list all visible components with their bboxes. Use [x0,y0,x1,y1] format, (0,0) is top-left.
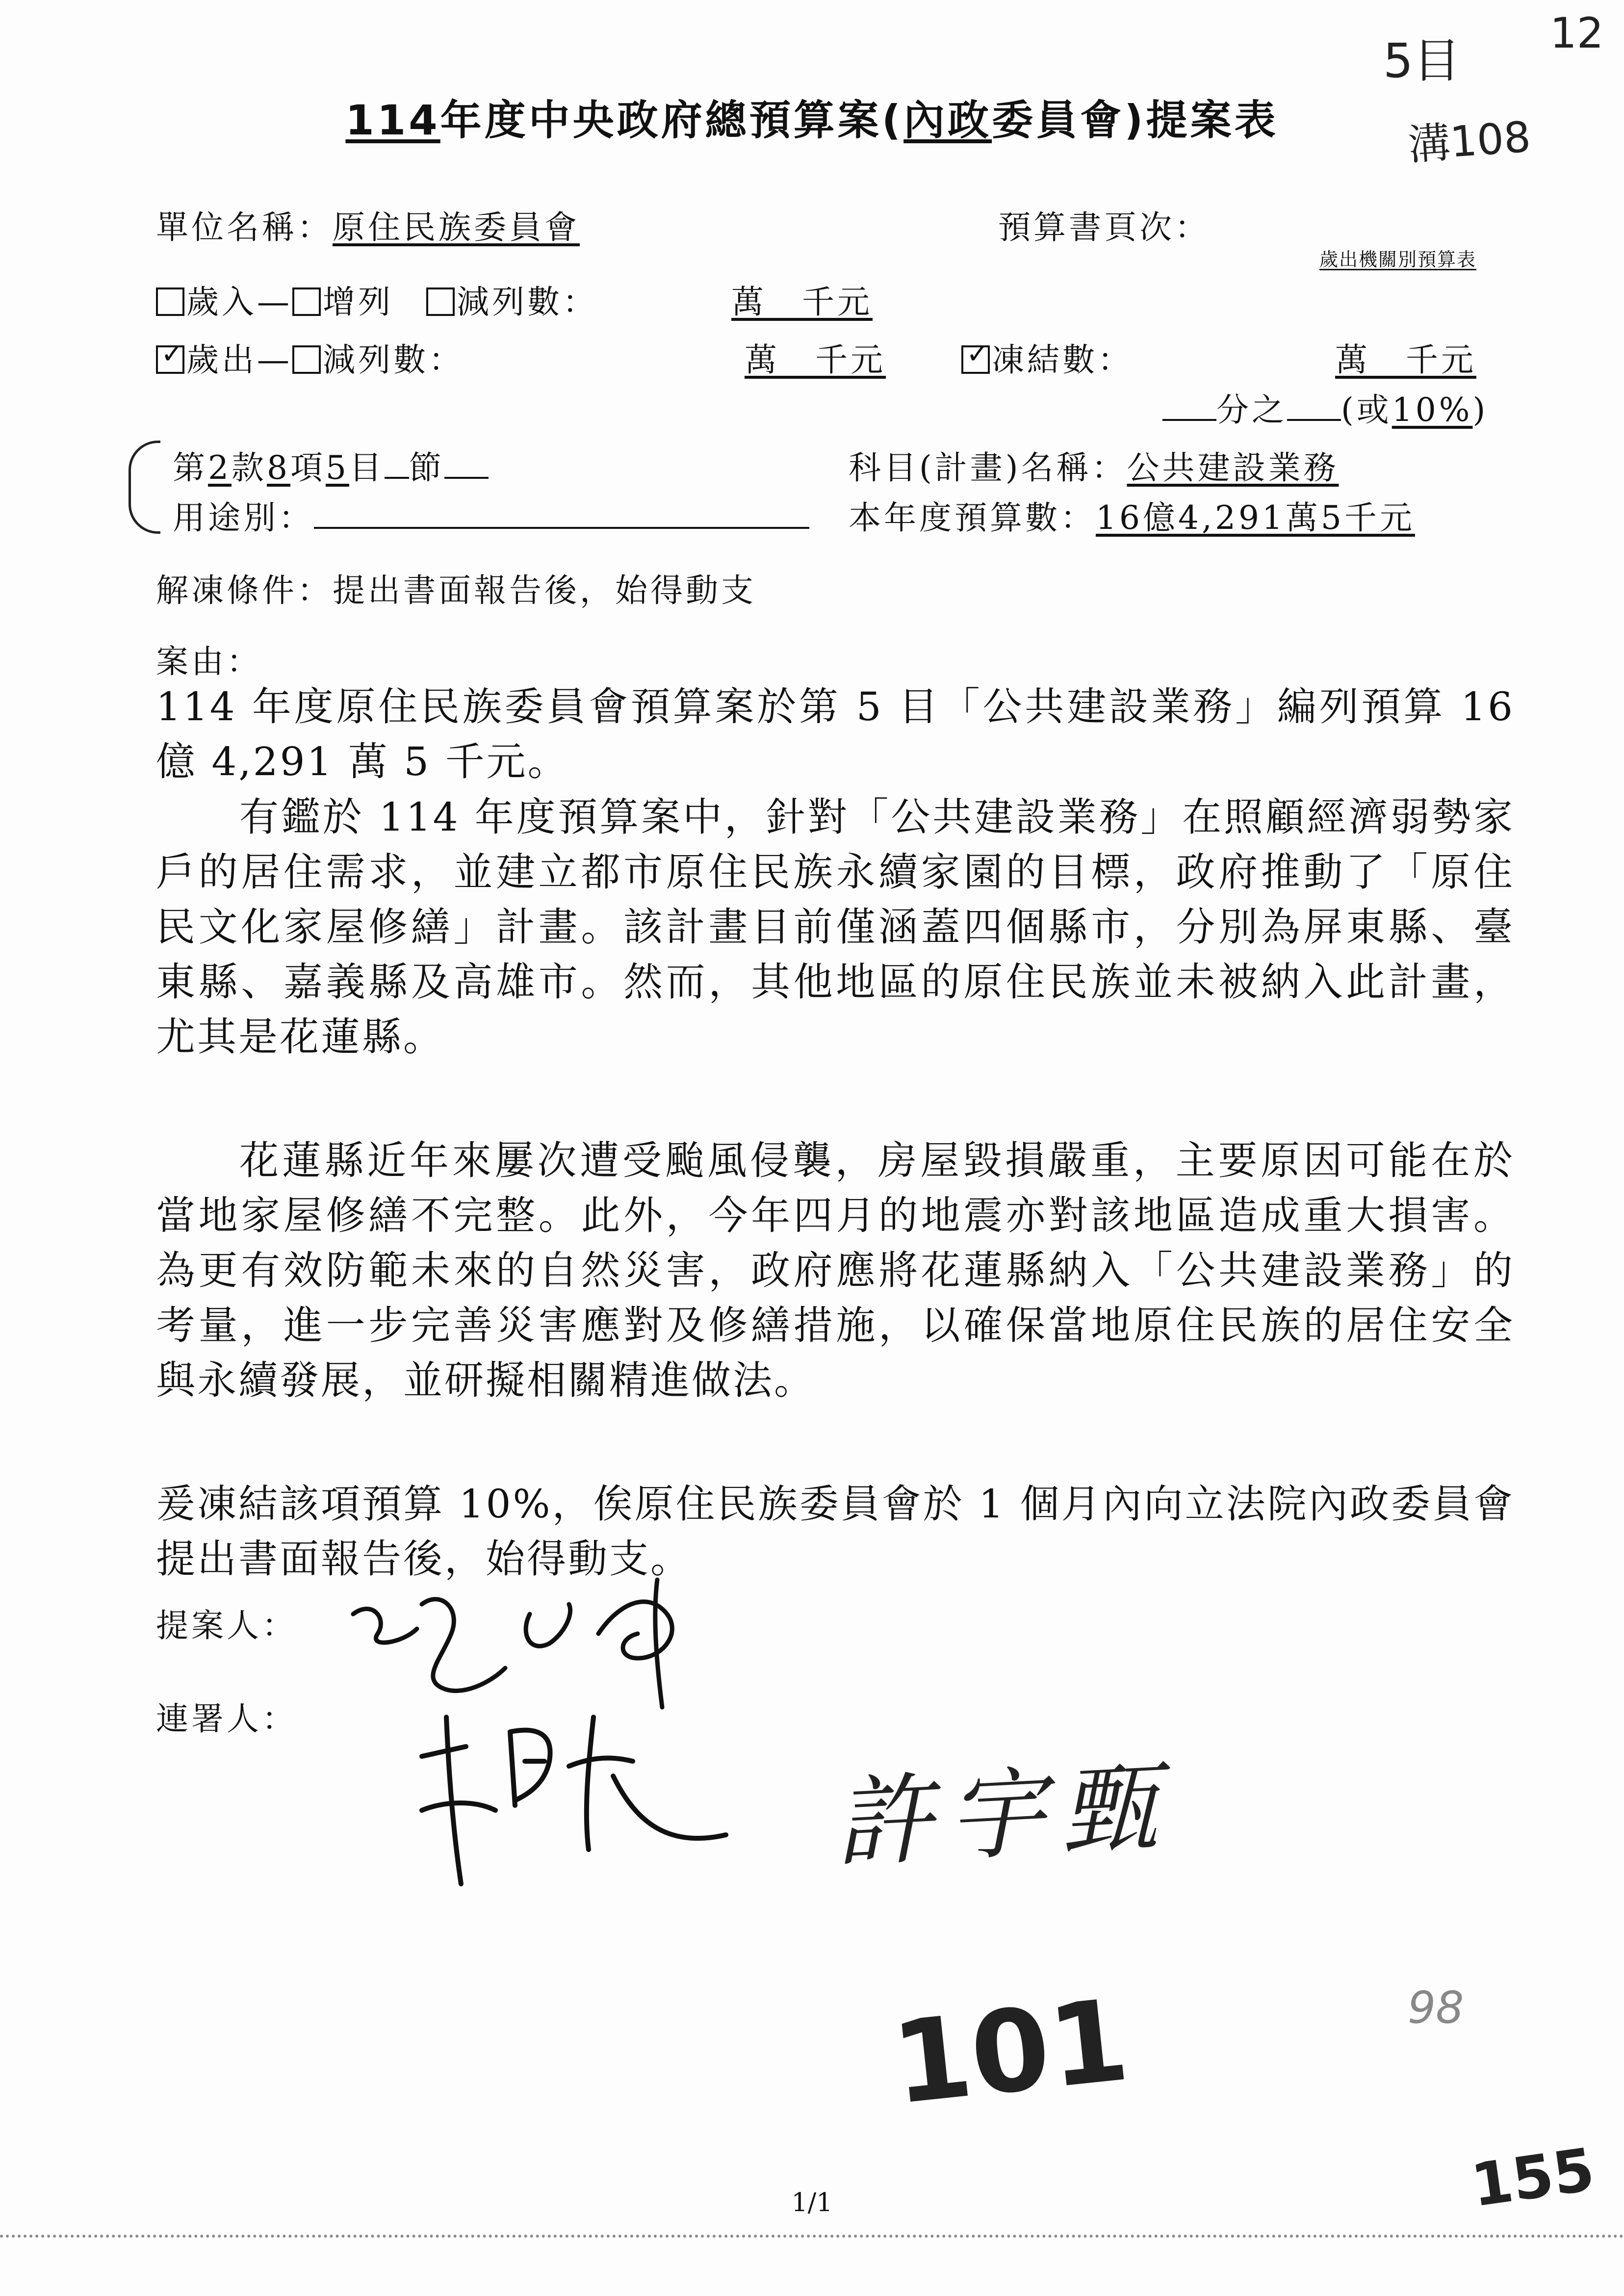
expense-label: 歲出— [186,341,292,379]
unit-label: 單位名稱： [156,209,333,246]
reason-label: 案由： [156,643,262,680]
or-percent-prefix: (或 [1341,391,1392,429]
revenue-checkbox[interactable] [156,287,184,316]
expense-decrease-checkbox[interactable] [292,345,321,374]
unfreeze-row [156,564,756,611]
revenue-row [156,276,873,322]
unfreeze-label: 解凍條件： [156,572,333,609]
annual-budget-label: 本年度預算數： [849,499,1096,537]
handwritten-corner: 12 [1550,9,1604,58]
title-committee: 內政 [903,96,992,144]
subject-row [849,442,1451,488]
handwritten-top-right-1: 5目 [1383,33,1461,88]
revenue-label: 歲入— [186,283,292,321]
expense-row [156,334,886,380]
section-prefix: 第 [173,449,208,487]
handwritten-mid-number: 98 [1408,1982,1464,2034]
increase-label: 增列 [323,283,393,321]
expense-decrease-label: 減列數： [323,341,464,379]
reason-paragraph-4: 爰凍結該項預算 10%，俟原住民族委員會於 1 個月內向立法院內政委員會提出書面報告後，始得動支。 [156,1481,1515,1582]
fraction-blank-1 [1162,415,1216,421]
cosigner-2-name: 許宇甄 [831,1749,1176,1881]
increase-checkbox[interactable] [292,287,321,316]
title-post: 委員會)提案表 [992,96,1279,144]
decrease-label: 減列數： [456,283,598,321]
section-row [173,442,489,488]
reason-paragraph-2: 有鑑於 114 年度預算案中，針對「公共建設業務」在照顧經濟弱勢家戶的居住需求，並建立都市原住民族永續家園的目標，政府推動了「原住民文化家屋修繕」計畫。該計畫目前僅涵蓋四個縣市，分別為屏東縣、臺東縣、嘉義縣及高雄市。然而，其他地區的原住民族並未被納入此計畫，尤其是花蓮縣。 [156,794,1515,1060]
budget-table-note: 歲出機關別預算表 [1319,249,1477,270]
freeze-checkbox[interactable] [961,345,990,374]
page-label: 預算書頁次： [998,209,1210,246]
usage-label: 用途別： [173,499,314,537]
usage-blank [314,523,809,529]
expense-amount-units: 萬 千元 [745,341,886,379]
cosigner-label: 連署人： [156,1700,297,1738]
page-title [0,87,1624,147]
page-number: 1/1 [791,2188,833,2218]
usage-row [173,492,809,538]
handwritten-bottom-right: 155 [1467,2136,1598,2220]
revenue-amount-units: 萬 千元 [731,283,873,321]
unit-row [156,201,960,248]
unit-value: 原住民族委員會 [333,209,580,246]
freeze-amount-units: 萬 千元 [1335,341,1476,379]
expense-checkbox[interactable] [156,345,184,374]
reason-paragraph-1: 114 年度原住民族委員會預算案於第 5 目「公共建設業務」編列預算 16 億 4,291 萬 5 千元。 [156,684,1515,784]
annual-budget-value: 16億4,291萬5千元 [1096,499,1415,537]
mu-label: 目 [349,449,385,487]
reason-paragraph-3: 花蓮縣近年來屢次遭受颱風侵襲，房屋毀損嚴重，主要原因可能在於當地家屋修繕不完整。此外，今年四月的地震亦對該地區造成重大損害。為更有效防範未來的自然災害，政府應將花蓮縣納入「公共建設業務」的考量，進一步完善災害應對及修繕措施，以確保當地原住民族的居住安全與永續發展，並研擬相關精進做法。 [156,1138,1515,1403]
or-percent-value: 10% [1392,391,1473,429]
subject-value: 公共建設業務 [1127,449,1339,487]
section-bracket [129,441,160,534]
fraction-blank-2 [1287,415,1341,421]
decrease-checkbox[interactable] [426,287,455,316]
mu-blank [385,473,409,479]
handwritten-big-number: 101 [886,1975,1134,2130]
jie-blank [444,473,489,479]
xiang-label: 項 [290,449,326,487]
title-pre: 年度中央政府總預算案( [440,96,904,144]
proposer-label: 提案人： [156,1607,297,1644]
freeze-row [961,334,1476,380]
freeze-label: 凍結數： [992,341,1133,379]
jie-label: 節 [409,449,444,487]
section-kuan: 2 [208,449,232,487]
section-mu: 5 [326,449,349,487]
handwritten-top-right-2: 溝108 [1406,112,1532,170]
unfreeze-value: 提出書面報告後，始得動支 [333,572,756,609]
scan-edge-dots [0,2235,1624,2241]
fraction-label: 分之 [1216,391,1287,429]
subject-label: 科目(計畫)名稱： [849,449,1127,487]
annual-budget-row [849,492,1415,538]
kuan-label: 款 [232,449,267,487]
cosigner-signature-1 [407,1688,750,1894]
or-percent-suffix: ) [1472,391,1489,429]
section-xiang: 8 [267,449,290,487]
title-year: 114 [345,96,440,144]
fraction-row [1162,384,1488,430]
